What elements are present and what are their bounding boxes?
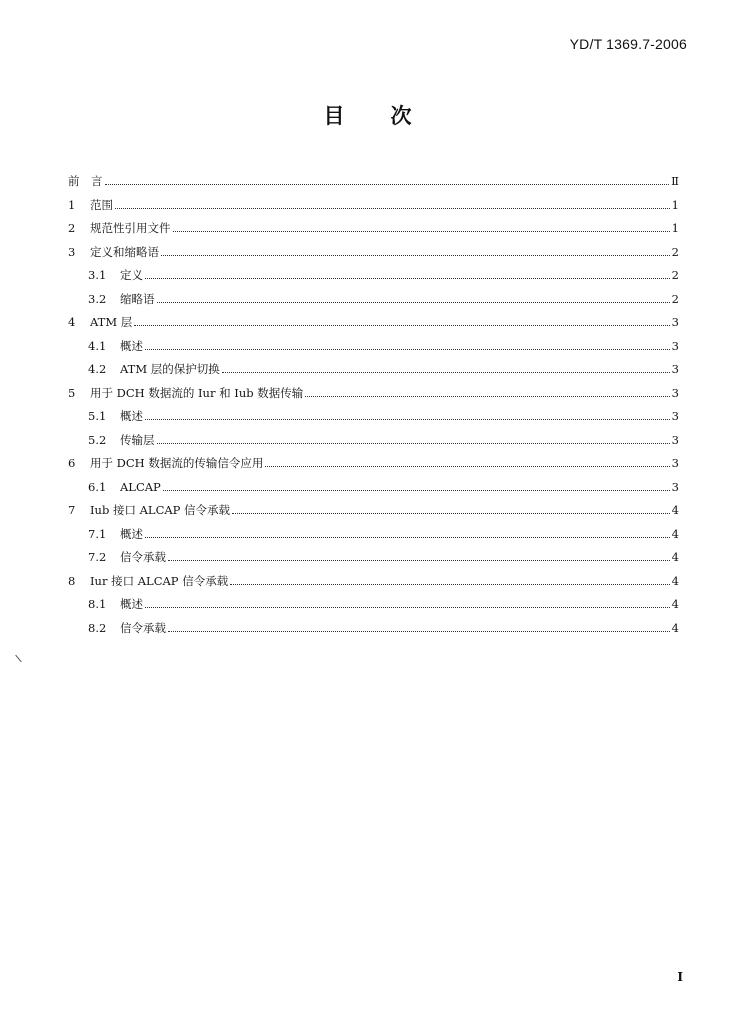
toc-entry[interactable] (68, 168, 679, 188)
toc-entry-number: 3.1 (88, 268, 107, 282)
toc-entry-page: 3 (671, 409, 679, 423)
toc-entry-page: 4 (671, 526, 679, 541)
toc-entry-number: 4.1 (88, 338, 107, 353)
dot-leader (145, 349, 670, 350)
toc-entry-page: 4 (671, 620, 679, 635)
toc-entry-number: 8.2 (88, 620, 107, 635)
toc-entry-page: 4 (671, 550, 679, 564)
document-code: YD/T 1369.7-2006 (569, 36, 687, 52)
toc-entry[interactable] (68, 309, 679, 329)
dot-leader (105, 184, 670, 185)
toc-entry[interactable] (88, 356, 679, 376)
dot-leader (265, 466, 669, 467)
toc-entry-number: 5.1 (88, 409, 107, 423)
toc-entry-page: 4 (671, 573, 679, 588)
toc-entry[interactable] (68, 192, 679, 212)
page-title: 目次 (323, 104, 458, 128)
dot-leader (222, 372, 670, 373)
toc-entry[interactable] (68, 568, 679, 588)
toc-entry-number: 8 (68, 573, 76, 588)
toc-entry[interactable] (88, 403, 679, 423)
toc-entry-number: 8.1 (88, 597, 107, 611)
toc-entry-page: 2 (671, 244, 679, 259)
dot-leader (163, 490, 670, 491)
scan-mark (15, 655, 22, 663)
toc-entry[interactable] (68, 497, 679, 517)
toc-entry-page: 3 (671, 432, 679, 447)
toc-entry-title: ATM 层的保护切换 (120, 362, 220, 376)
toc-entry[interactable] (68, 450, 679, 470)
toc-entry-title: 用于 DCH 数据流的 Iur 和 Iub 数据传输 (90, 385, 304, 400)
toc-entry-number: 5.2 (88, 432, 107, 447)
toc-entry[interactable] (88, 474, 679, 494)
dot-leader (161, 255, 670, 256)
dot-leader (168, 631, 670, 632)
toc-entry-page: 1 (671, 221, 679, 235)
toc-entry-number: 4.2 (88, 362, 107, 376)
toc-entry[interactable] (88, 544, 679, 564)
toc-entry-number: 7.1 (88, 526, 107, 541)
toc-entry-page: 3 (671, 362, 679, 376)
toc-entry-number: 3 (68, 244, 76, 259)
toc-entry-title: 概述 (120, 409, 143, 423)
toc-entry-page: 3 (671, 385, 679, 400)
toc-entry-title: 用于 DCH 数据流的传输信令应用 (90, 456, 264, 470)
dot-leader (145, 537, 670, 538)
toc-entry[interactable] (88, 591, 679, 611)
dot-leader (230, 584, 669, 585)
toc-entry-number: 1 (68, 197, 76, 212)
toc-entry-page: 4 (671, 503, 679, 517)
toc-entry-number: 7 (68, 503, 76, 517)
dot-leader (145, 419, 670, 420)
toc-entry-title: 概述 (120, 526, 143, 541)
toc-entry-title: Iur 接口 ALCAP 信令承载 (90, 573, 229, 588)
toc-entry-page: 2 (671, 291, 679, 306)
toc-entry-number: 7.2 (88, 550, 107, 564)
toc-entry-page: 3 (671, 456, 679, 470)
dot-leader (145, 278, 670, 279)
toc-entry-page: 2 (671, 268, 679, 282)
toc-entry[interactable] (88, 615, 679, 635)
toc-entry-title: 范围 (90, 197, 113, 212)
dot-leader (168, 560, 670, 561)
dot-leader (157, 443, 670, 444)
toc-entry-number: 6.1 (88, 479, 107, 494)
dot-leader (145, 607, 670, 608)
toc-entry[interactable] (88, 333, 679, 353)
toc-entry[interactable] (88, 262, 679, 282)
toc-entry[interactable] (88, 286, 679, 306)
toc-entry[interactable] (68, 380, 679, 400)
toc-entry-title: ATM 层 (90, 315, 133, 329)
toc-entry-number: 4 (68, 315, 76, 329)
toc-entry-title: 定义 (120, 268, 143, 282)
toc-entry-title: 传输层 (120, 432, 155, 447)
toc-entry-page: 3 (671, 315, 679, 329)
dot-leader (157, 302, 670, 303)
toc-entry-page: 3 (671, 479, 679, 494)
toc-entry-title: 前 言 (68, 174, 103, 188)
toc-entry-title: ALCAP (120, 479, 161, 494)
toc-entry-title: 信令承载 (120, 550, 166, 564)
toc-entry-page: 4 (671, 597, 679, 611)
toc-entry-number: 2 (68, 221, 76, 235)
dot-leader (134, 325, 669, 326)
toc-entry-number: 5 (68, 385, 76, 400)
toc-entry-title: 规范性引用文件 (90, 221, 171, 235)
toc-entry[interactable] (68, 215, 679, 235)
page-number: I (677, 970, 683, 984)
toc-entry-title: 概述 (120, 338, 143, 353)
toc-entry-page: Ⅱ (671, 174, 679, 188)
toc-entry-number: 3.2 (88, 291, 107, 306)
toc-entry[interactable] (88, 427, 679, 447)
dot-leader (115, 208, 670, 209)
toc-entry-title: 概述 (120, 597, 143, 611)
toc-entry-page: 1 (671, 197, 679, 212)
toc-entry-page: 3 (671, 338, 679, 353)
toc-entry-title: 信令承载 (120, 620, 166, 635)
toc-entry-number: 6 (68, 456, 76, 470)
toc-entry[interactable] (88, 521, 679, 541)
toc-entry-title: Iub 接口 ALCAP 信令承载 (90, 503, 231, 517)
dot-leader (173, 231, 670, 232)
toc-entry-title: 定义和缩略语 (90, 244, 159, 259)
toc-entry-title: 缩略语 (120, 291, 155, 306)
dot-leader (305, 396, 669, 397)
dot-leader (232, 513, 670, 514)
toc-entry[interactable] (68, 239, 679, 259)
